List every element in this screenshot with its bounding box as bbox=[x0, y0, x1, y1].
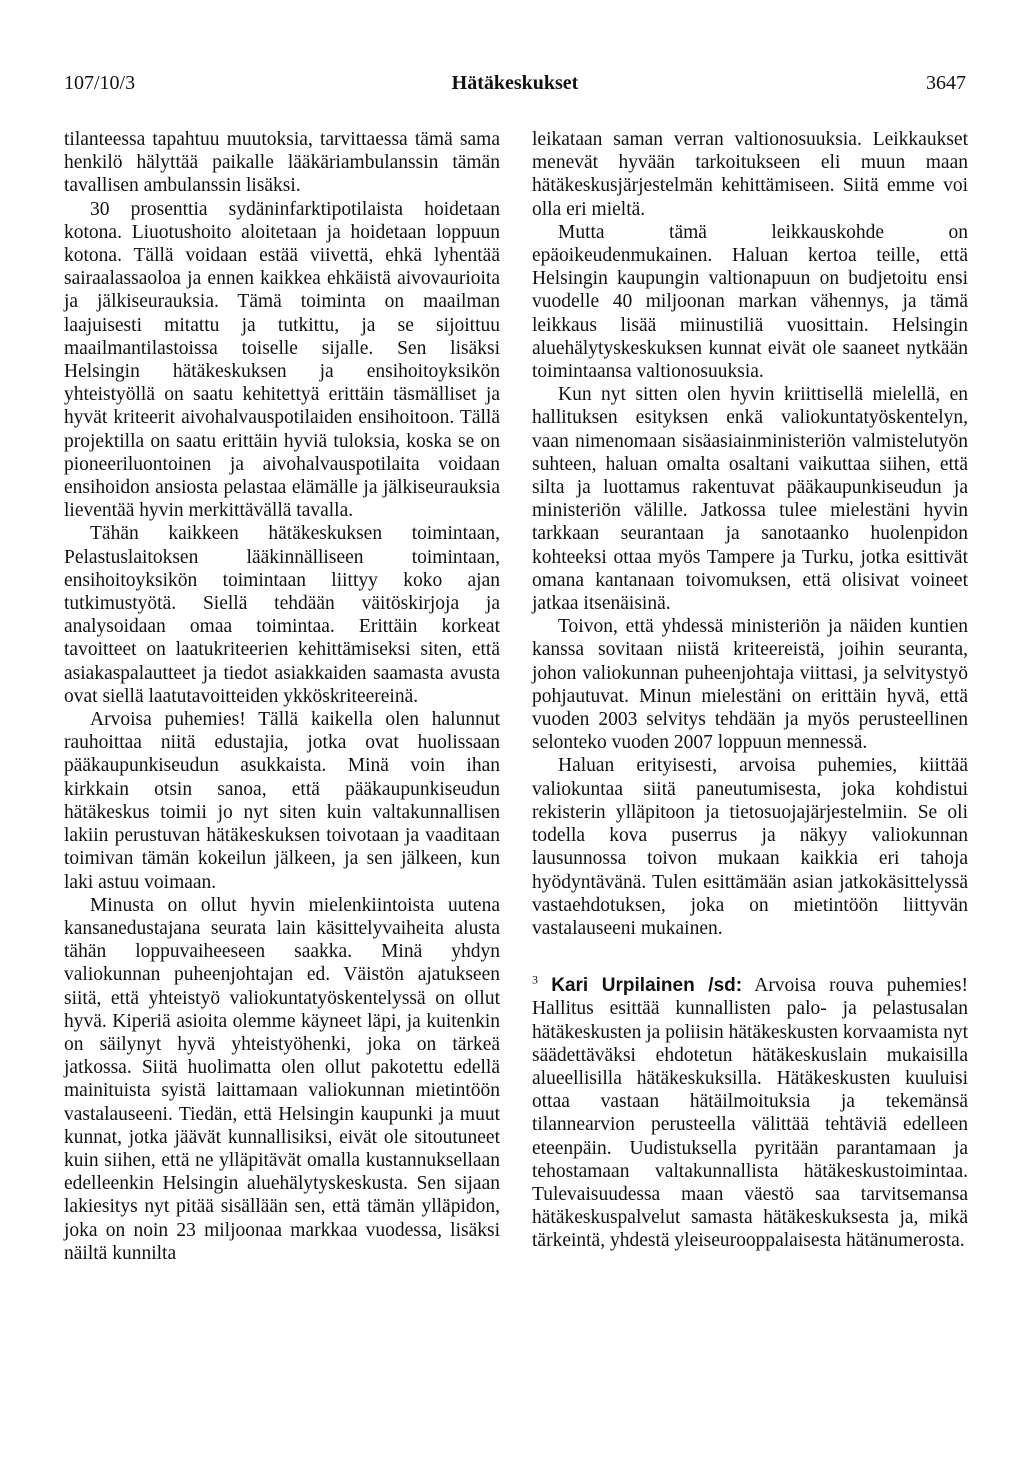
paragraph: Mutta tämä leikkauskohde on epäoikeudenmukainen. Haluan kertoa teille, että Helsingin kaupungin valtionapuun on budjetoitu ensi vuodelle 40 miljoonan markan vähennys, ja tämä leikkaus lisää miinustiliä vuosittain. Helsingin aluehälytyskeskuksen kunnat eivät ole saaneet nytkään toimintaansa valtionosuuksia. bbox=[532, 221, 968, 383]
right-column bbox=[532, 128, 968, 1253]
speaker-name: Kari Urpilainen /sd: bbox=[551, 975, 743, 997]
speaker-paragraph bbox=[532, 974, 968, 1252]
paragraph: tilanteessa tapahtuu muutoksia, tarvittaessa tämä sama henkilö hälyttää paikalle lääkäriambulanssin tämän tavallisen ambulanssin lisäksi. bbox=[64, 129, 500, 197]
paragraph: 30 prosenttia sydäninfarktipotilaista hoidetaan kotona. Liuotushoito aloitetaan ja hoidetaan loppuun kotona. Tällä voidaan estää viivettä, ehkä lyhentää sairaalassaoloa ja ennen kaikkea ehkäistä aivovaurioita ja jälkiseurauksia. Tämä toiminta on maailman laajuisesti mitattu ja tutkittu, ja se sijoittuu maailmantilastoissa toiselle sijalle. Sen lisäksi Helsingin hätäkeskuksen ja ensihoitoyksikön yhteistyöllä on saatu kehitettyä erittäin täsmälliset ja hyvät kriteerit aivohalvauspotilaiden ensihoitoon. Tällä projektilla on saatu erittäin hyviä tuloksia, koska se on pioneeriluontoinen ja aivohalvauspotilaita voidaan ensihoidon ansiosta pelastaa elämälle ja jälkiseurauksia lieventää hyvin merkittävällä tavalla. bbox=[64, 198, 500, 522]
document-number: 107/10/3 bbox=[64, 72, 136, 94]
speech-text: Arvoisa rouva puhemies! Hallitus esittää kunnallisten palo- ja pelastusalan hätäkeskusten ja poliisin hätäkeskusten korvaamista nyt säädettäväksi ehdotetun hätäkeskuslain mukaisilla alueellisilla hätäkeskuksilla. Hätäkeskusten kuuluisi ottaa vastaan hätäilmoituksia ja tekemänsä tilannearvion perusteella välittää tehtäviä edelleen eteenpäin. Uudistuksella pyritään parantamaan ja tehostamaan valtakunnallista hätäkeskustoimintaa. Tulevaisuudessa maan väestö saa tarvitsemansa hätäkeskuspalvelut samasta hätäkeskuksesta ja, mikä tärkeintä, yhdestä yleiseurooppalaisesta hätänumerosta. bbox=[532, 975, 969, 1252]
speech-number: 3 bbox=[532, 972, 538, 987]
paragraph: Tähän kaikkeen hätäkeskuksen toimintaan, Pelastuslaitoksen lääkinnälliseen toimintaan, ensihoitoyksikön toimintaan liittyy koko ajan tutkimustyötä. Siellä tehdään väitöskirjoja ja analysoidaan omaa toimintaa. Erittäin korkeat tavoitteet on laatukriteerien kehittämiseksi siten, että asiakaspalautteet ja tiedot asiakkaiden saamasta avusta ovat siellä laatutavoitteiden ykköskriteereinä. bbox=[64, 523, 500, 707]
page-number: 3647 bbox=[926, 72, 966, 94]
paragraph: Minusta on ollut hyvin mielenkiintoista uutena kansanedustajana seurata lain käsittelyvaiheita alusta tähän loppuvaiheeseen saakka. Minä yhdyn valiokunnan puheenjohtajan ed. Väistön ajatukseen siitä, että yhteistyö valiokuntatyöskentelyssä on ollut hyvä. Kiperiä asioita olemme käyneet läpi, ja kuitenkin on säilynyt hyvä yhteistyöhenki, joka on tärkeä jatkossa. Siitä huolimatta olen ollut pakotettu edellä mainituista syistä laittamaan valiokunnan mietintöön vastalauseeni. Tiedän, että Helsingin kaupunki ja muut kunnat, jotka jäävät kunnallisiksi, eivät ole sitoutuneet kuin siihen, että ne ylläpitävät omalla kustannuksellaan edelleenkin Helsingin aluehälytyskeskusta. Sen sijaan lakiesitys nyt pitää sisällään sen, että tämän ylläpidon, joka on noin 23 miljoonaa markkaa vuodessa, lisäksi näiltä kunnilta bbox=[64, 894, 500, 1264]
page-title: Hätäkeskukset bbox=[451, 72, 579, 94]
page-header bbox=[64, 68, 966, 98]
paragraph: Arvoisa puhemies! Tällä kaikella olen halunnut rauhoittaa niitä edustajia, jotka ovat huolissaan pääkaupunkiseudun asukkaista. Minä voin ihan kirkkain otsin sanoa, että pääkaupunkiseudun hätäkeskus toimii jo nyt siten kuin valtakunnallisen lakiin perustuvan hätäkeskuksen toivotaan ja vaaditaan toimivan tämän kokeilun jälkeen, ja sen jälkeen, kun laki astuu voimaan. bbox=[64, 709, 500, 893]
paragraph: leikataan saman verran valtionosuuksia. Leikkaukset menevät hyvään tarkoitukseen eli muun maan hätäkeskusjärjestelmän kehittämiseen. Siitä emme voi olla eri mieltä. bbox=[532, 129, 968, 220]
paragraph: Toivon, että yhdessä ministeriön ja näiden kuntien kanssa sovitaan niistä kriteereistä, joihin seuranta, johon valiokunnan puheenjohtaja viittasi, ja selvitystyö pohjautuvat. Minun mielestäni on erittäin hyvä, että vuoden 2003 selvitys tehdään ja myös perusteellinen selonteko vuoden 2007 loppuun mennessä. bbox=[532, 616, 968, 754]
paragraph: Kun nyt sitten olen hyvin kriittisellä mielellä, en hallituksen esityksen enkä valiokuntatyöskentelyn, vaan nimenomaan sisäasiainministeriön valmistelutyön suhteen, haluan omalta osaltani vaikuttaa siihen, että silta ja luottamus rakentuvat pääkaupunkiseudun ja ministeriön välille. Jatkossa tulee mielestäni hyvin tarkkaan seurantaan ja sanotaanko huolenpidon kohteeksi ottaa myös Tampere ja Turku, jotka esittivät omana kantanaan toivomuksen, että olisivat voineet jatkaa itsenäisinä. bbox=[532, 384, 968, 615]
paragraph: Haluan erityisesti, arvoisa puhemies, kiittää valiokuntaa siitä paneutumisesta, joka kohdistui rekisterin ylläpitoon ja tietosuojajärjestelmiin. Se oli todella kova puserrus ja näkyy valiokunnan lausunnossa toivon mukaan kaikkia eri tahoja hyödyntävänä. Tulen esittämään asian jatkokäsittelyssä vastaehdotuksen, joka on mietintöön liittyvän vastalauseeni mukainen. bbox=[532, 755, 968, 939]
left-column bbox=[64, 128, 500, 1265]
